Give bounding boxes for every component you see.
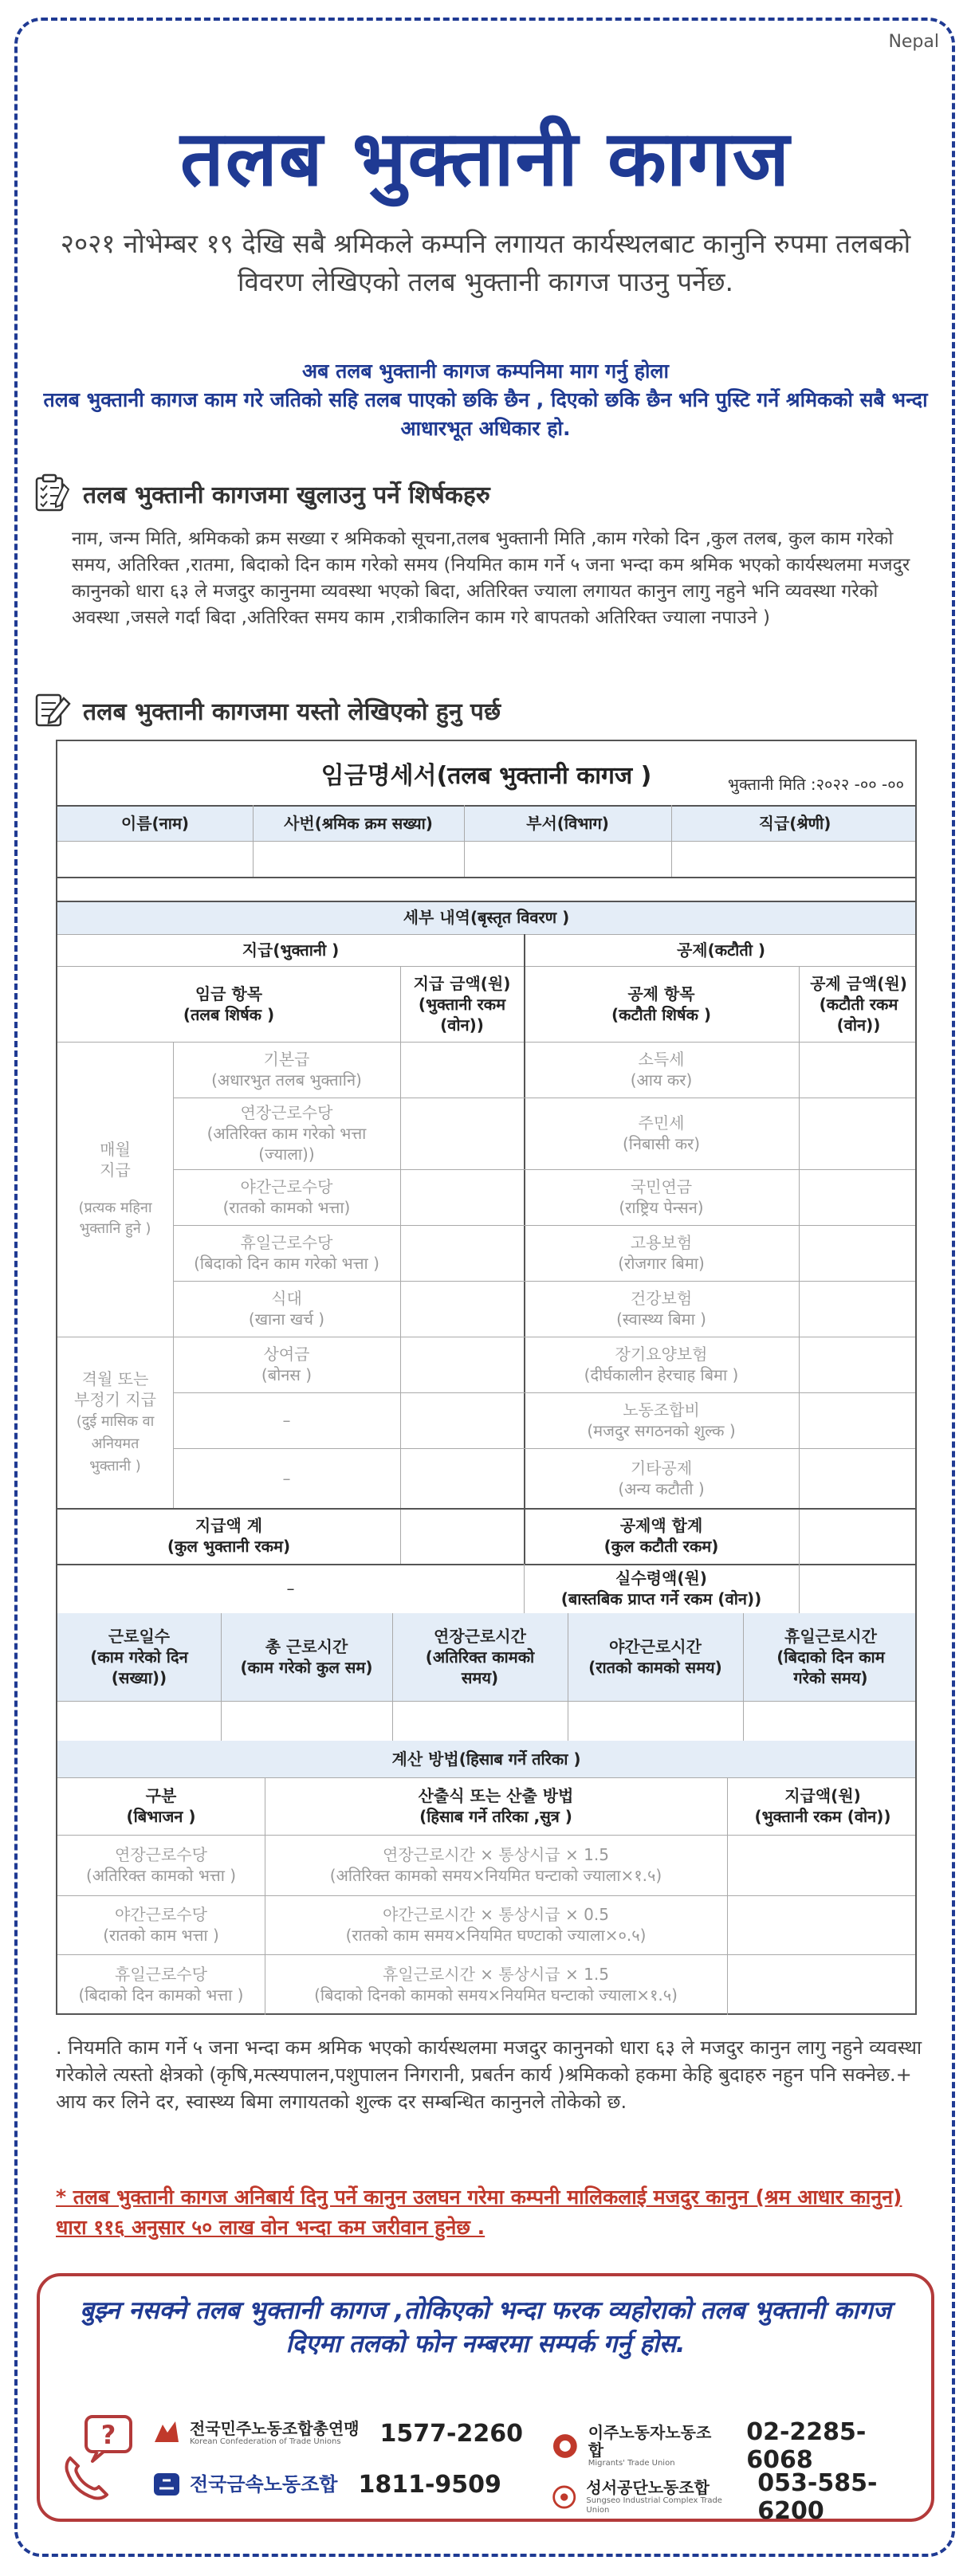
org-sungseo-sub: Sungseo Industrial Complex Trade Union <box>586 2496 722 2515</box>
col-name: 이름(नाम) <box>120 813 190 833</box>
pay-item-basic: 기본급 (अधारभुत तलब भुक्तानि) <box>211 1050 362 1090</box>
pay-item-night: 야간근로수당 (रातको कामको भत्ता) <box>222 1177 351 1217</box>
net-pay-dash: – <box>286 1579 295 1598</box>
document-edit-icon <box>32 690 72 730</box>
contact-heading: बुझ्न नसक्ने तलब भुक्तानी कागज ,तोकिएको भन्दा फरक व्यहोराको तलब भुक्तानी कागज दिएमा तलको फोन नम्बरमा सम्पर्क गर्नु होस. <box>80 2296 891 2358</box>
org-kctu-name: 전국민주노동조합총연맹 <box>190 2419 360 2438</box>
page-title: तलब भुक्तानी कागज <box>179 114 791 203</box>
org-kctu-sub: Korean Confederation of Trade Unions <box>190 2437 341 2446</box>
checklist-icon <box>32 473 72 513</box>
calc-row-holiday: 휴일근로수당 (बिदाको दिन कामको भत्ता ) <box>78 1965 244 2005</box>
phone-help-icon <box>62 2413 139 2501</box>
org-mtu-phone[interactable]: 02-2285-6068 <box>746 2418 867 2474</box>
hours-night-head: 야간근로시간 (रातको कामको समय) <box>588 1637 722 1677</box>
detail-band-label: 세부 내역(बृस्तृत विवरण ) <box>403 908 570 927</box>
section-sample <box>32 690 501 730</box>
mtu-logo-icon <box>550 2431 580 2461</box>
section1-title: तलब भुक्तानी कागजमा खुलाउनु पर्ने शिर्षकहरु <box>83 481 490 509</box>
col-department: 부서(विभाग) <box>526 813 609 833</box>
rights-note-line2: तलब भुक्तानी कागज काम गरे जतिको सहि तलब पाएको छकि छैन , दिएको छकि छैन भनि पुस्टि गर्ने श्रमिकको सबै भन्दा आधारभूत अधिकार हो. <box>43 388 928 440</box>
org-mtu-name: 이주노동자노동조합 <box>588 2423 712 2460</box>
country-tag: Nepal <box>888 32 939 52</box>
pay-item-holiday: 휴일근로수당 (बिदाको दिन काम गरेको भत्ता ) <box>194 1233 379 1273</box>
deduct-item-resident-tax: 주민세 (निबासी कर) <box>622 1113 701 1153</box>
org-kmwu-name: 전국금속노동조합 <box>190 2473 338 2496</box>
calc-col-type: 구분 (बिभाजन ) <box>126 1786 196 1826</box>
irregular-pay-group <box>57 1337 173 1508</box>
pay-item-blank-2: – <box>282 1468 291 1488</box>
calc-band-label: 계산 방법(हिसाब गर्ने तरिका ) <box>391 1749 581 1769</box>
footnotes <box>56 2034 923 2115</box>
org-mtu-sub: Migrants' Trade Union <box>588 2459 675 2468</box>
calc-row-overtime: 연장근로수당 (अतिरिक्त कामको भत्ता ) <box>85 1845 237 1885</box>
calc-row-night-formula: 야간근로시간 × 통상시급 × 0.5 (रातको काम समय×नियमित घण्टाको ज्याला×०.५) <box>345 1905 647 1945</box>
calc-row-holiday-formula: 휴일근로시간 × 통상시급 × 1.5 (बिदाको दिनको कामको समय×नियमित घन्टाको ज्याला×१.५) <box>314 1965 678 2005</box>
deduct-item-pension: 국민연금 (राष्ट्रिय पेन्सन) <box>619 1177 704 1217</box>
footnote-1: . नियमति काम गर्ने ५ जना भन्दा कम श्रमिक भएको कार्यस्थलमा मजदुर कानुनको धारा ६३ ले मजदुर कानुन लागु नहुने व्यवस्था गरेकोले त्यस्तो क्षेत्रको (कृषि,मत्स्यपालन,पशुपालन निगरानी, प्रबर्तन कार्य )श्रमिकको हकमा केहि बुदाहरु नहुन पनि सक्नेछ.+ <box>56 2036 922 2086</box>
pay-item-blank-1: – <box>282 1411 291 1430</box>
section-required-items <box>32 473 490 513</box>
rights-note-line1: अब तलब भुक्तानी कागज कम्पनिमा माग गर्नु होला <box>302 359 669 383</box>
form-date: भुक्तानी मिति :२०२२ -०० -०० <box>727 775 904 794</box>
rights-note <box>32 357 939 443</box>
org-sungseo-name: 성서공단노동조합 <box>586 2478 710 2497</box>
kmwu-logo-icon <box>151 2469 182 2499</box>
pay-item-bonus: 상여금 (बोनस ) <box>261 1345 313 1384</box>
org-kmwu-phone[interactable]: 1811-9509 <box>358 2470 501 2499</box>
penalty-warning: * तलब भुक्तानी कागज अनिबार्य दिनु पर्ने कानुन उलघन गरेमा कम्पनी मालिकलाई मजदुर कानुन (श्रम आधार कानुन) धारा ११६ अनुसार ५० लाख वोन भन्दा कम जरीवान हुनेछ . <box>56 2185 902 2239</box>
section2-title: तलब भुक्तानी कागजमा यस्तो लेखिएको हुनु पर्छ <box>83 697 501 726</box>
monthly-label: 매월 지급 <box>100 1140 131 1180</box>
svg-text:?: ? <box>100 2420 116 2450</box>
irregular-label: 격월 또는 부정기 지급 (दुई मासिक वा अनियमत भुक्तानी ) <box>74 1368 156 1475</box>
net-pay-label: 실수령액(원) (बास्तबिक प्राप्त गर्ने रकम (वोन)) <box>560 1569 762 1608</box>
sungseo-logo-icon <box>550 2482 578 2512</box>
hours-total-head: 총 근로시간 (काम गरेको कुल सम) <box>240 1637 373 1677</box>
calc-col-formula: 산출식 또는 산출 방법 (हिसाब गर्ने तरिका ,सुत्र ) <box>418 1786 574 1826</box>
hours-overtime-head: 연장근로시간 (अतिरिक्त कामको समय) <box>425 1627 535 1687</box>
deduct-amount-head: 공제 금액(원) (कटौती रकम (वोन)) <box>810 973 907 1035</box>
deduct-item-health-insurance: 건강보험 (स्वास्थ्य बिमा ) <box>616 1289 706 1329</box>
hours-workdays-head: 근로일수 (काम गरेको दिन (सख्या)) <box>90 1627 188 1687</box>
name-value[interactable] <box>57 841 253 877</box>
col-employee-number: 사번(श्रमिक क्रम सख्या) <box>284 813 433 833</box>
grade-value[interactable] <box>671 841 918 877</box>
monthly-pay-group <box>57 1042 173 1337</box>
deduct-item-head: 공제 항목 (कटौती शिर्षक ) <box>611 984 712 1024</box>
total-deduct-label: 공제액 합계 (कुल कटौती रकम) <box>603 1516 719 1556</box>
intro-text: २०२१ नोभेम्बर १९ देखि सबै श्रमिकले कम्पनि लगायत कार्यस्थलबाट कानुनि रुपमा तलबको विवरण लेखिएको तलब भुक्तानी कागज पाउनु पर्नेछ. <box>60 228 911 297</box>
monthly-sub: (प्रत्यक महिना भुक्तानि हुने ) <box>78 1200 152 1237</box>
deduct-item-longterm-care: 장기요양보험 (दीर्घकालीन हेरचाह बिमा ) <box>584 1345 739 1384</box>
deduct-head: 공제(कटौती ) <box>676 940 766 960</box>
pay-amount-head: 지급 금액(원) (भुक्तानी रकम (वोन)) <box>413 973 511 1035</box>
footnote-2: आय कर लिने दर, स्वास्थ्य बिमा लगायतको शुल्क दर सम्बन्धित कानुनले तोकेको छ. <box>56 2091 627 2113</box>
form-title: 임금명세서(तलब भुक्तानी कागज ) <box>320 762 652 790</box>
col-grade: 직급(श्रेणी) <box>758 813 831 833</box>
pay-item-meal: 식대 (खाना खर्च ) <box>248 1289 325 1329</box>
org-mtu <box>550 2418 931 2474</box>
calc-row-overtime-formula: 연장근로시간 × 통상시급 × 1.5 (अतिरिक्त कामको समय×नियमित घन्टाको ज्याला×१.५) <box>329 1845 662 1885</box>
org-sungseo-phone[interactable]: 053-585-6200 <box>757 2469 878 2525</box>
deduct-item-other: 기타공제 (अन्य कटौती ) <box>618 1458 705 1498</box>
employee-number-value[interactable] <box>253 841 464 877</box>
hours-holiday-head: 휴일근로시간 (बिदाको दिन काम गरेको समय) <box>776 1627 885 1687</box>
deduct-item-union-fee: 노동조합비 (मजदुर सगठनको शुल्क ) <box>587 1400 736 1440</box>
pay-item-overtime: 연장근로수당 (अतिरिक्त काम गरेको भत्ता (ज्याला)) <box>206 1103 367 1164</box>
pay-item-head: 임금 항목 (तलब शिर्षक ) <box>183 984 275 1024</box>
department-value[interactable] <box>464 841 671 877</box>
section1-body: नाम, जन्म मिति, श्रमिकको क्रम सख्या र श्रमिकको सूचना,तलब भुक्तानी मिति ,काम गरेको दिन ,कुल तलब, कुल काम गरेको समय, अतिरिक्त ,रातमा, बिदाको दिन काम गरेको समय (नियमित काम गर्ने ५ जना भन्दा कम श्रमिक भएको कार्यस्थलमा मजदुर कानुनको धारा ६३ ले मजदुर कानुनमा व्यवस्था भएको बिदा, अतिरिक्त ज्याला लगायत कानुन लागु नहुने भनि व्यवस्था गरेको अवस्था ,जसले गर्दा बिदा ,अतिरिक्त समय काम ,रात्रीकालिन काम गरे बापतको अतिरिक्त ज्याला नपाउने ) <box>72 528 910 628</box>
org-kmwu <box>151 2469 501 2499</box>
deduct-item-income-tax: 소득세 (आय कर) <box>630 1050 693 1090</box>
pay-head: 지급(भुक्तानी ) <box>242 940 340 960</box>
org-sungseo <box>550 2469 931 2525</box>
kctu-logo-icon <box>151 2418 182 2448</box>
org-kctu <box>151 2418 523 2448</box>
calc-row-night: 야간근로수당 (रातको काम भत्ता ) <box>103 1905 219 1945</box>
org-kctu-phone[interactable]: 1577-2260 <box>379 2419 523 2448</box>
calc-col-amount: 지급액(원) (भुक्तानी रकम (वोन)) <box>754 1786 891 1826</box>
deduct-item-employment-insurance: 고용보험 (रोजगार बिमा) <box>618 1233 705 1273</box>
total-pay-label: 지급액 계 (कुल भुक्तानी रकम) <box>167 1516 291 1556</box>
payslip-form <box>56 740 917 2015</box>
contact-box <box>37 2273 934 2525</box>
